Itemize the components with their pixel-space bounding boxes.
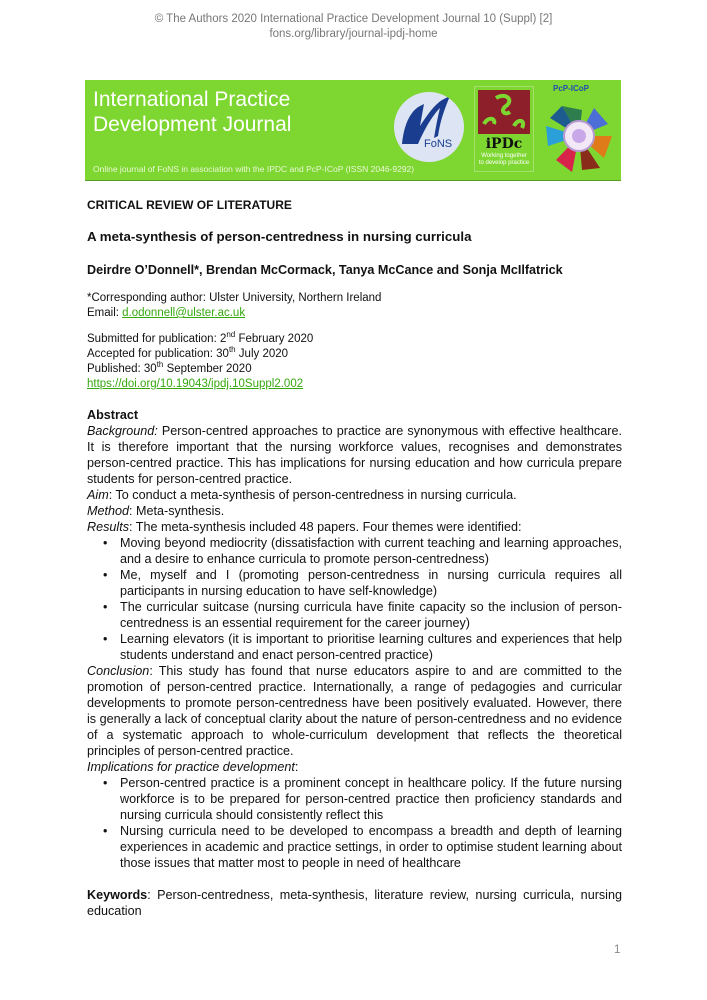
ipdc-tagline-2: to develop practice — [478, 160, 530, 166]
abstract-aim — [87, 487, 622, 503]
background-label: Background: — [87, 424, 158, 438]
publication-dates — [87, 332, 622, 392]
accepted-date — [87, 347, 622, 362]
results-text: : The meta-synthesis included 48 papers. Four themes were identified: — [129, 520, 522, 534]
corresponding-author: *Corresponding author: Ulster University, Northern Ireland — [87, 292, 382, 304]
ipdc-knot-icon — [478, 90, 530, 134]
doi-link[interactable]: https://doi.org/10.19043/ipdj.10Suppl2.002 — [87, 378, 304, 390]
method-label: Method — [87, 504, 130, 518]
themes-list — [87, 535, 622, 663]
abstract-heading: Abstract — [87, 408, 139, 422]
theme-item: • The curricular suitcase (nursing curricula have finite capacity so the inclusion of person-centredness is an essential requirement for the career journey) — [120, 599, 622, 631]
section-label: CRITICAL REVIEW OF LITERATURE — [87, 198, 292, 212]
submitted-sup: nd — [226, 330, 236, 340]
theme-item: • Learning elevators (it is important to prioritise learning cultures and experiences that help students understand and enact person-centred practice) — [120, 631, 622, 663]
ipdc-tagline — [475, 153, 533, 167]
published-date — [87, 362, 622, 377]
fons-logo — [394, 92, 464, 162]
keywords — [87, 887, 622, 919]
running-header-citation: © The Authors 2020 International Practice Development Journal 10 (Suppl) [2] — [154, 13, 553, 25]
running-header-url: fons.org/library/journal-ipdj-home — [269, 28, 438, 40]
keywords-text: : Person-centredness, meta-synthesis, literature review, nursing curricula, nursing education — [87, 888, 622, 918]
email-label: Email: — [87, 307, 123, 319]
implications-list — [87, 775, 622, 871]
fons-swoosh-icon — [394, 92, 464, 162]
accepted-prefix: Accepted for publication: 30 — [87, 348, 229, 360]
implication-item: • Nursing curricula need to be developed to encompass a breadth and depth of learning experiences in academic and practice settings, in order to optimise student learning about those issues that matter most to people in need of healthcare — [120, 823, 622, 871]
published-prefix: Published: 30 — [87, 363, 157, 375]
ipdc-logo — [474, 86, 534, 172]
journal-title-line1: International Practice — [93, 88, 291, 111]
journal-subtitle: Online journal of FoNS in association with the IPDC and PcP-ICoP (ISSN 2046-9292) — [93, 164, 415, 174]
abstract-conclusion — [87, 663, 622, 759]
aim-text: : To conduct a meta-synthesis of person-centredness in nursing curricula. — [108, 488, 517, 502]
method-text: : Meta-synthesis. — [129, 504, 225, 518]
pinwheel-icon — [542, 96, 617, 176]
spacer — [87, 871, 622, 887]
abstract-method — [87, 503, 622, 519]
journal-banner — [85, 80, 621, 181]
published-suffix: September 2020 — [163, 363, 252, 375]
journal-title — [93, 87, 291, 137]
published-sup: th — [156, 360, 164, 370]
implications-colon: : — [294, 760, 299, 774]
conclusion-text: : This study has found that nurse educators aspire to and are committed to the promotion of person-centred practice. Internationally, a range of pedagogies and curricular developments to promote person-centredness have been positively evaluated. However, there is generally a lack of conceptual clarity about the nature of person-centredness and no evidence of a systematic approach to whole-curriculum development that reflects the theoretical principles of person-centred practice. — [87, 664, 622, 758]
ipdc-logo-text: iPDc — [485, 136, 523, 152]
email-link[interactable]: d.odonnell@ulster.ac.uk — [122, 307, 246, 319]
results-label: Results — [87, 520, 129, 534]
accepted-suffix: July 2020 — [235, 348, 289, 360]
abstract-implications — [87, 759, 622, 775]
corresponding-info — [87, 291, 622, 321]
background-text: Person-centred approaches to practice are synonymous with effective healthcare. It is therefore important that the nursing workforce values, recognises and demonstrates person-centred practice. This has implications for nursing education and how curricula prepare students for person-centred practice. — [87, 424, 622, 486]
theme-item: • Moving beyond mediocrity (dissatisfaction with current teaching and learning approaches, and a desire to enhance curricula to promote person-centredness) — [120, 535, 622, 567]
conclusion-label: Conclusion — [87, 664, 150, 678]
abstract — [87, 407, 622, 919]
article-title: A meta-synthesis of person-centredness in nursing curricula — [87, 229, 472, 244]
page-number: 1 — [614, 944, 621, 956]
running-header — [0, 12, 707, 42]
article-authors: Deirdre O’Donnell*, Brendan McCormack, Tanya McCance and Sonja McIlfatrick — [87, 263, 563, 277]
pcp-icop-logo — [542, 84, 617, 176]
theme-item: • Me, myself and I (promoting person-centredness in nursing curricula requires all participants in nursing education to have self-knowledge) — [120, 567, 622, 599]
implication-item: • Person-centred practice is a prominent concept in healthcare policy. If the future nursing workforce is to be prepared for person-centred practice then proficiency standards and nursing curricula should consistently reflect this — [120, 775, 622, 823]
email-line — [87, 306, 622, 321]
submitted-prefix: Submitted for publication: 2 — [87, 333, 227, 345]
journal-title-line2: Development Journal — [93, 113, 292, 136]
accepted-sup: th — [228, 345, 236, 355]
keywords-label: Keywords — [87, 888, 148, 902]
submitted-date — [87, 332, 622, 347]
pcp-icop-label: PcP-ICoP — [553, 84, 590, 93]
submitted-suffix: February 2020 — [235, 333, 314, 345]
abstract-results — [87, 519, 622, 535]
fons-logo-text: FoNS — [424, 138, 453, 150]
implications-label: Implications for practice development — [87, 760, 295, 774]
aim-label: Aim — [87, 488, 109, 502]
ipdc-tagline-1: Working together — [481, 153, 527, 159]
abstract-background — [87, 423, 622, 487]
